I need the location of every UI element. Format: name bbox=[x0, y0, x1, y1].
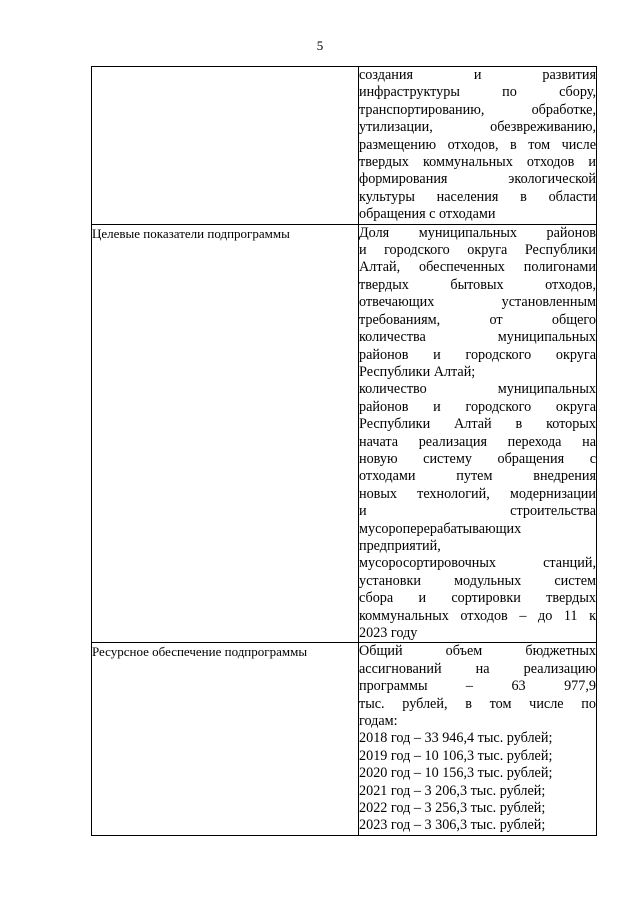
text-line: 2023 году bbox=[359, 625, 418, 641]
text-line: районов и городского округа bbox=[359, 346, 596, 363]
text-line: обращения с отходами bbox=[359, 206, 496, 223]
text-line: Республики Алтай; bbox=[359, 363, 476, 380]
text-line: инфраструктуры по сбору, bbox=[359, 84, 596, 101]
text-line: мусороперерабатывающих bbox=[359, 520, 522, 537]
text-line: тыс. рублей, в том числе по bbox=[359, 695, 596, 712]
text-line: Республики Алтай в которых bbox=[359, 416, 596, 433]
row-content-cell bbox=[359, 643, 597, 835]
text-line: формирования экологической bbox=[359, 171, 596, 188]
text-line: отвечающих установленным bbox=[359, 294, 596, 311]
text-line: программы – 63 977,9 bbox=[359, 678, 596, 695]
text-line: транспортированию, обработке, bbox=[359, 101, 596, 118]
text-line: отходами путем внедрения bbox=[359, 468, 596, 485]
text-line: ассигнований на реализацию bbox=[359, 660, 596, 677]
text-line: новых технологий, модернизации bbox=[359, 485, 596, 502]
page-number: 5 bbox=[316, 38, 324, 53]
text-line: годам: bbox=[359, 713, 398, 730]
text-line: 2019 год – 10 106,3 тыс. рублей; bbox=[359, 747, 553, 764]
text-line: Доля муниципальных районов bbox=[359, 224, 596, 241]
text-line: культуры населения в области bbox=[359, 188, 596, 205]
text-line: и строительства bbox=[359, 503, 596, 520]
text-line: новую систему обращения с bbox=[359, 450, 596, 467]
text-line: требованиям, от общего bbox=[359, 311, 596, 328]
text-line: твердых бытовых отходов, bbox=[359, 276, 596, 293]
text-line: Алтай, обеспеченных полигонами bbox=[359, 259, 596, 276]
text-line: коммунальных отходов – до 11 к bbox=[359, 607, 596, 624]
text-line: твердых коммунальных отходов и bbox=[359, 154, 596, 171]
text-line: предприятий, bbox=[359, 537, 441, 554]
row-label-cell bbox=[92, 67, 359, 225]
text-line: количества муниципальных bbox=[359, 329, 596, 346]
text-line: мусоросортировочных станций, bbox=[359, 555, 596, 572]
text-line: размещению отходов, в том числе bbox=[359, 136, 596, 153]
content-paragraph bbox=[359, 381, 596, 642]
text-line: 2021 год – 3 206,3 тыс. рублей; bbox=[359, 782, 546, 799]
text-line: начата реализация перехода на bbox=[359, 433, 596, 450]
text-line: 2023 год – 3 306,3 тыс. рублей; bbox=[359, 817, 546, 834]
text-line: установки модульных систем bbox=[359, 572, 596, 589]
table-row bbox=[92, 224, 597, 643]
table-row bbox=[92, 67, 597, 225]
content-paragraph bbox=[359, 67, 596, 224]
text-line: 2020 год – 10 156,3 тыс. рублей; bbox=[359, 765, 553, 782]
content-paragraph bbox=[359, 643, 596, 834]
text-line: районов и городского округа bbox=[359, 398, 596, 415]
text-line: и городского округа Республики bbox=[359, 242, 596, 259]
text-line: количество муниципальных bbox=[359, 381, 596, 398]
text-line: сбора и сортировки твердых bbox=[359, 590, 596, 607]
row-label-cell: Целевые показатели подпрограммы bbox=[92, 224, 359, 643]
row-content-cell bbox=[359, 67, 597, 225]
text-line: утилизации, обезвреживанию, bbox=[359, 119, 596, 136]
row-content-cell bbox=[359, 224, 597, 643]
subprogram-passport-table bbox=[91, 66, 597, 836]
table-row bbox=[92, 643, 597, 835]
text-line: 2022 год – 3 256,3 тыс. рублей; bbox=[359, 800, 546, 817]
text-line: создания и развития bbox=[359, 67, 596, 83]
content-paragraph bbox=[359, 225, 596, 382]
text-line: 2018 год – 33 946,4 тыс. рублей; bbox=[359, 730, 553, 747]
row-label-cell: Ресурсное обеспечение подпрограммы bbox=[92, 643, 359, 835]
text-line: Общий объем бюджетных bbox=[359, 643, 596, 660]
